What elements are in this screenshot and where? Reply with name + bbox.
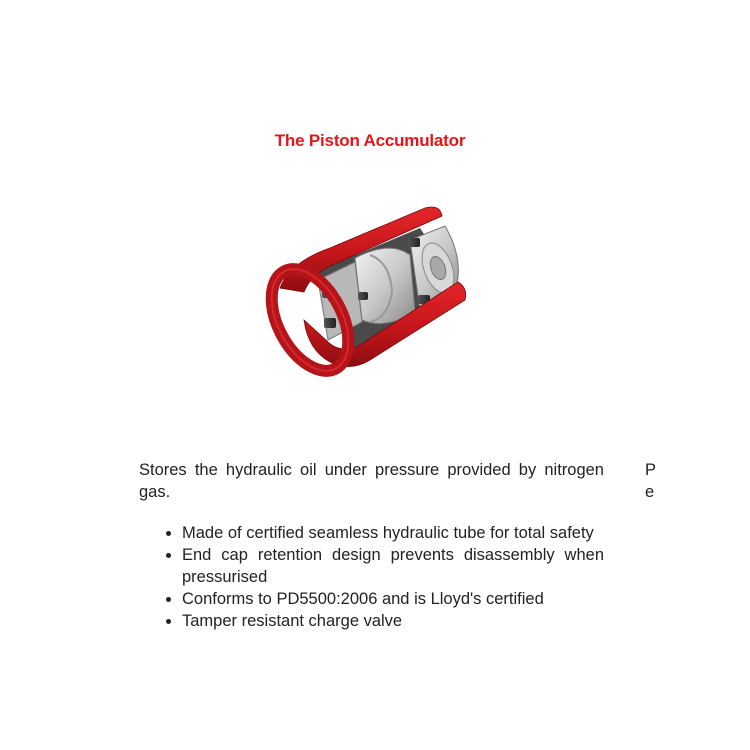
next-column-fragment (645, 459, 750, 503)
piston-accumulator-figure (270, 200, 470, 385)
description-text: Stores the hydraulic oil under pressure provided by nitrogen gas. (139, 461, 604, 501)
page-title: The Piston Accumulator (274, 131, 466, 150)
piston-accumulator-cutaway-icon (270, 200, 470, 385)
next-column-line: P (645, 461, 657, 479)
feature-item: • Made of certified seamless hydraulic tube for total safety (182, 522, 604, 544)
feature-item: • Conforms to PD5500:2006 and is Lloyd's certified (182, 588, 604, 610)
feature-list (139, 522, 604, 632)
description-block (139, 459, 604, 632)
next-column-line: e (645, 483, 655, 501)
feature-item: • Tamper resistant charge valve (182, 610, 604, 632)
feature-item: • End cap retention design prevents disassembly when pressurised (182, 544, 604, 588)
